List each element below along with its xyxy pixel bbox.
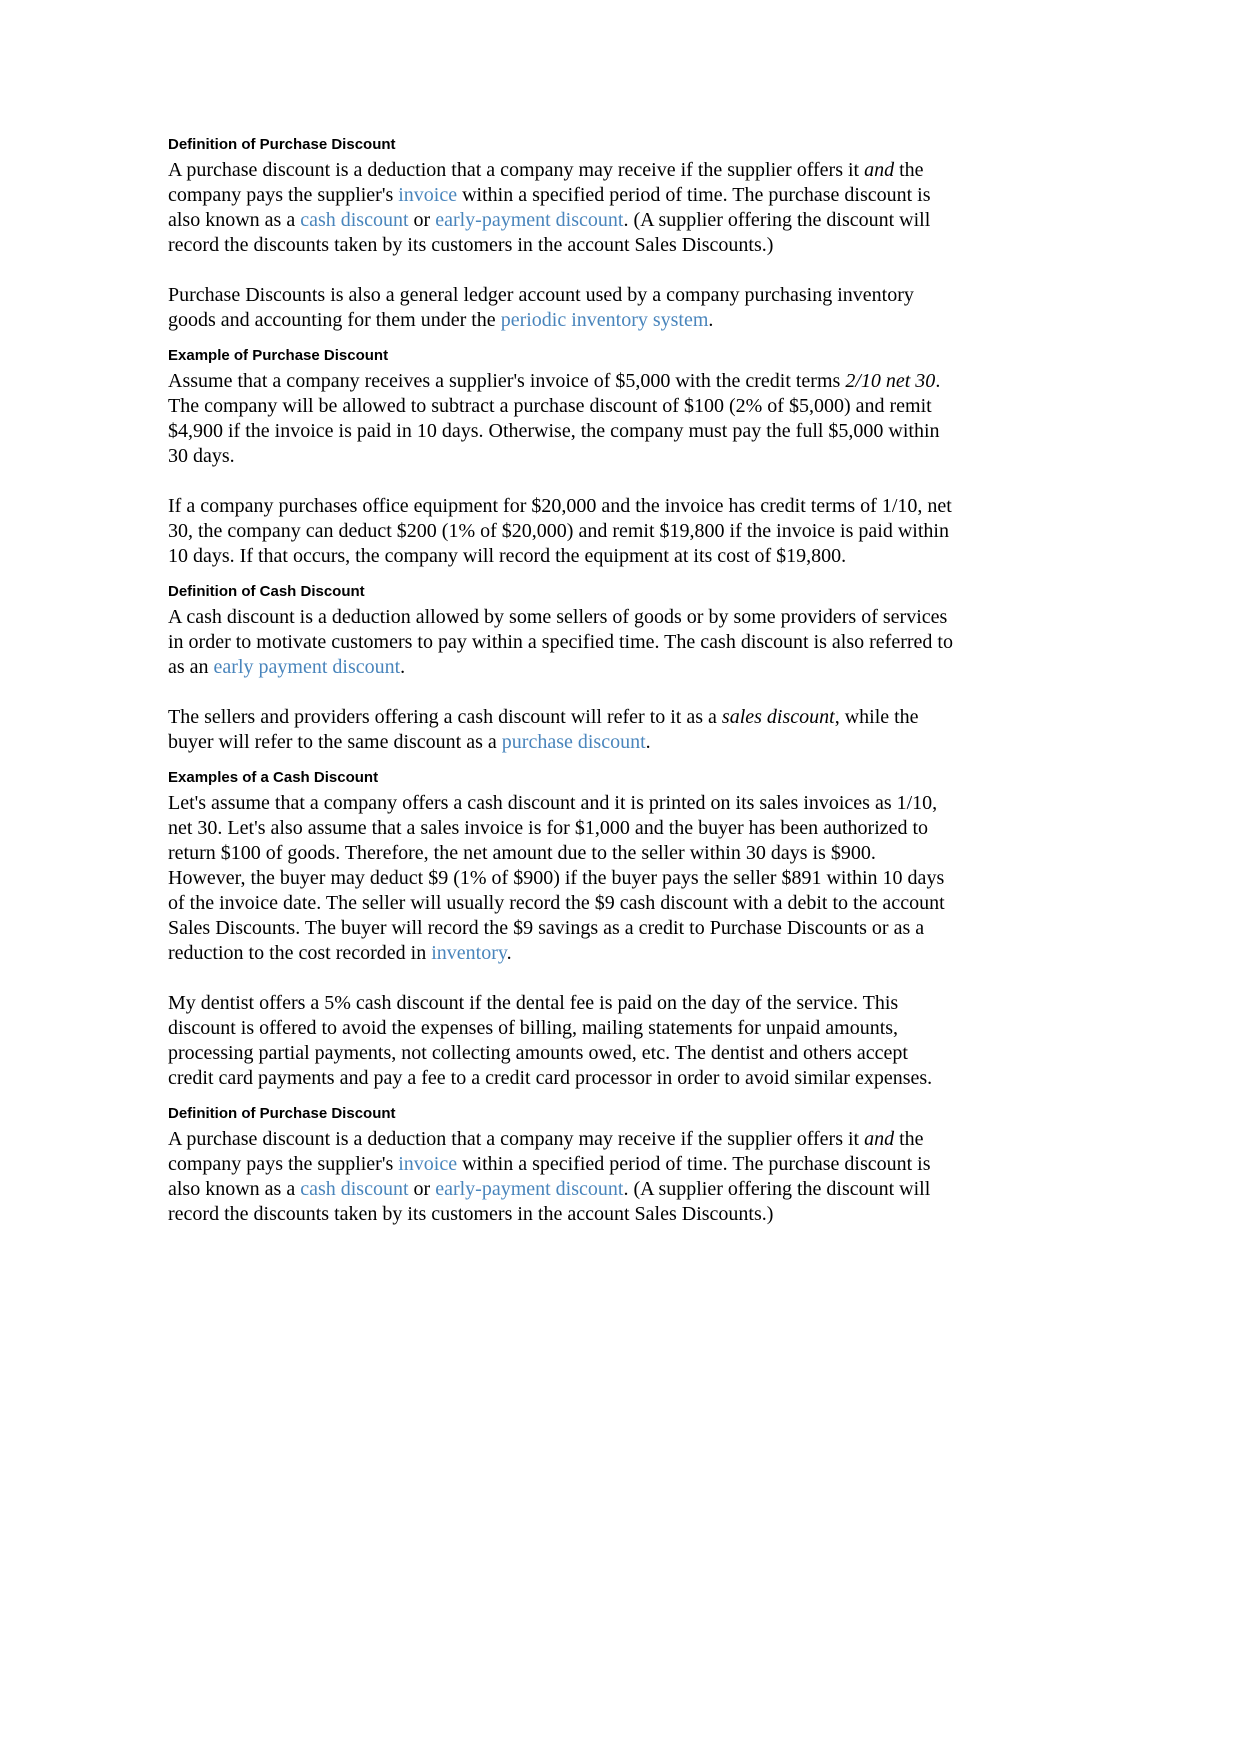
paragraph [168, 283, 954, 333]
text-run: . (A supplier offering the discount will record the discounts taken by its customers in the account Sales Discounts.) [168, 209, 931, 256]
inline-link[interactable]: purchase discount [501, 731, 646, 753]
inline-link[interactable]: cash discount [300, 1178, 409, 1200]
inline-link[interactable]: invoice [398, 1153, 458, 1175]
text-run: within a specified period of time. The purchase discount is also known as a [168, 184, 931, 231]
text-run: . (A supplier offering the discount will record the discounts taken by its customers in the account Sales Discounts.) [168, 1178, 931, 1225]
paragraph [168, 369, 954, 469]
section-heading: Examples of a Cash Discount [168, 769, 379, 786]
text-run: A purchase discount is a deduction that a company may receive if the supplier offers it [168, 159, 865, 181]
inline-link[interactable]: cash discount [300, 209, 409, 231]
text-run: , while the buyer will refer to the same discount as a [168, 706, 919, 753]
text-run: the company pays the supplier's [168, 1128, 924, 1175]
text-run: or [408, 1178, 436, 1200]
document-section [168, 347, 954, 569]
section-heading: Definition of Purchase Discount [168, 136, 396, 153]
text-run: . The company will be allowed to subtract a purchase discount of $100 (2% of $5,000) and remit $4,900 if the invoice is paid in 10 days. Otherwise, the company must pay the full $5,000 within 30 days. [168, 370, 941, 467]
text-run: The sellers and providers offering a cash discount will refer to it as a [168, 706, 722, 728]
italic-text: and [864, 1128, 895, 1150]
inline-link[interactable]: periodic inventory system [500, 309, 709, 331]
inline-link[interactable]: early-payment discount [435, 1178, 624, 1200]
text-run: . [708, 309, 714, 331]
text-run: Assume that a company receives a supplier's invoice of $5,000 with the credit terms [168, 370, 846, 392]
text-run: My dentist offers a 5% cash discount if the dental fee is paid on the day of the service. This discount is offered to avoid the expenses of billing, mailing statements for unpaid amounts, processing partial payments, not collecting amounts owed, etc. The dentist and others accept credit card payments and pay a fee to a credit card processor in order to avoid similar expenses. [168, 992, 933, 1089]
document-section [168, 583, 954, 755]
section-heading: Definition of Purchase Discount [168, 1105, 396, 1122]
text-run: Purchase Discounts is also a general ledger account used by a company purchasing inventory goods and accounting for them under the [168, 284, 914, 331]
italic-text: and [864, 159, 895, 181]
paragraph [168, 991, 954, 1091]
text-run: . [400, 656, 406, 678]
italic-text: 2/10 net 30 [845, 370, 936, 392]
paragraph [168, 1127, 954, 1227]
document-section [168, 136, 954, 333]
paragraph [168, 705, 954, 755]
text-run: Let's assume that a company offers a cash discount and it is printed on its sales invoices as 1/10, net 30. Let's also assume that a sales invoice is for $1,000 and the buyer has been authorized to return $100 of goods. Therefore, the net amount due to the seller within 30 days is $900. However, the buyer may deduct $9 (1% of $900) if the buyer pays the seller $891 within 10 days of the invoice date. The seller will usually record the $9 cash discount with a debit to the account Sales Discounts. The buyer will record the $9 savings as a credit to Purchase Discounts or as a reduction to the cost recorded in [168, 792, 945, 964]
document-page [168, 136, 954, 1227]
document-section [168, 1105, 954, 1227]
text-run: If a company purchases office equipment for $20,000 and the invoice has credit terms of 1/10, net 30, the company can deduct $200 (1% of $20,000) and remit $19,800 if the invoice is paid within 10 days. If that occurs, the company will record the equipment at its cost of $19,800. [168, 495, 952, 567]
italic-text: sales discount [721, 706, 835, 728]
paragraph [168, 494, 954, 569]
paragraph [168, 791, 954, 966]
text-run: . [506, 942, 512, 964]
inline-link[interactable]: inventory [431, 942, 507, 964]
document-section [168, 769, 954, 1091]
text-run: A purchase discount is a deduction that a company may receive if the supplier offers it [168, 1128, 865, 1150]
paragraph [168, 605, 954, 680]
text-run: A cash discount is a deduction allowed by some sellers of goods or by some providers of services in order to motivate customers to pay within a specified time. The cash discount is also referred to as an [168, 606, 953, 678]
inline-link[interactable]: early-payment discount [435, 209, 624, 231]
inline-link[interactable]: invoice [398, 184, 458, 206]
section-heading: Example of Purchase Discount [168, 347, 389, 364]
section-heading: Definition of Cash Discount [168, 583, 365, 600]
inline-link[interactable]: early payment discount [213, 656, 401, 678]
text-run: . [645, 731, 651, 753]
text-run: the company pays the supplier's [168, 159, 924, 206]
text-run: within a specified period of time. The purchase discount is also known as a [168, 1153, 931, 1200]
text-run: or [408, 209, 436, 231]
paragraph [168, 158, 954, 258]
